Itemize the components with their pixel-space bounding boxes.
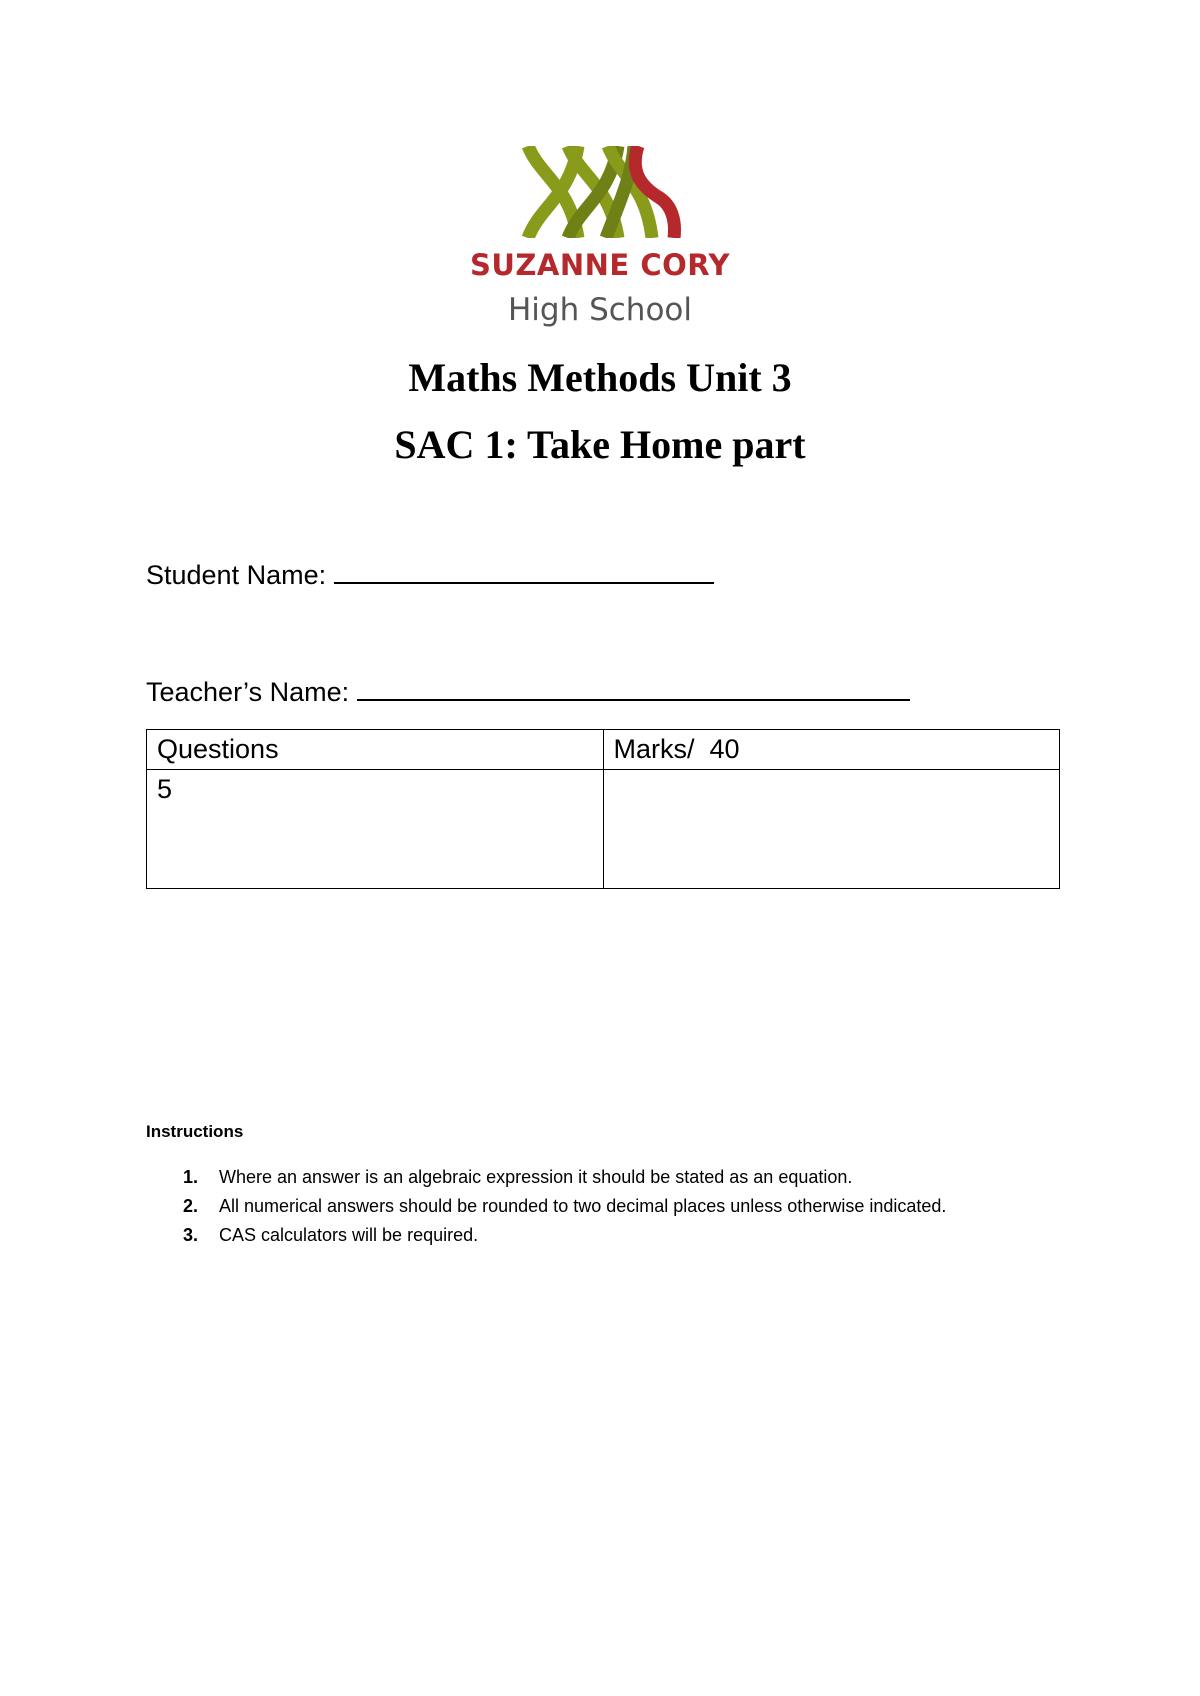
list-item-text: All numerical answers should be rounded to two decimal places unless otherwise indicated. xyxy=(219,1196,947,1216)
school-subtitle: High School xyxy=(507,292,693,328)
document-subtitle: SAC 1: Take Home part xyxy=(394,422,806,467)
teacher-name-field[interactable] xyxy=(146,673,910,708)
list-item-number: 1. xyxy=(183,1167,199,1187)
questions-header: Questions xyxy=(147,730,604,770)
teacher-name-label: Teacher’s Name: xyxy=(146,677,350,707)
list-item-number: 2. xyxy=(183,1196,199,1216)
marks-header: Marks/ 40 xyxy=(603,730,1060,770)
student-name-label: Student Name: xyxy=(146,560,327,590)
list-item xyxy=(183,1196,946,1225)
document-title: Maths Methods Unit 3 xyxy=(408,355,792,400)
table-header-row xyxy=(147,730,1060,770)
table-row xyxy=(147,770,1060,889)
school-name: SUZANNE CORY xyxy=(469,248,731,282)
list-item-number: 3. xyxy=(183,1225,199,1245)
marks-table xyxy=(146,729,1060,889)
list-item xyxy=(183,1225,946,1254)
instructions-list xyxy=(183,1167,946,1254)
instructions-heading: Instructions xyxy=(146,1122,244,1141)
student-name-field[interactable] xyxy=(146,556,714,591)
student-name-blank[interactable] xyxy=(334,556,714,584)
list-item-text: CAS calculators will be required. xyxy=(219,1225,479,1245)
school-logo-icon xyxy=(520,146,684,238)
marks-cell[interactable] xyxy=(603,770,1060,889)
teacher-name-blank[interactable] xyxy=(357,673,910,701)
list-item-text: Where an answer is an algebraic expression it should be stated as an equation. xyxy=(219,1167,853,1187)
list-item xyxy=(183,1167,946,1196)
questions-count-cell: 5 xyxy=(147,770,604,889)
